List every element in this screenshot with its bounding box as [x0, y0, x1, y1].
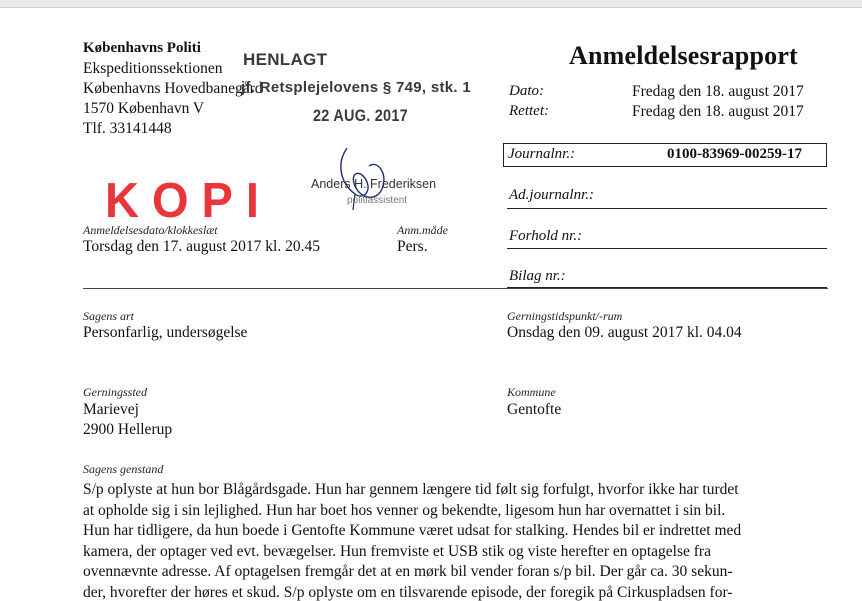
crime-place-label: Gerningssted: [83, 385, 147, 399]
stamp-date: 22 AUG. 2017: [313, 106, 408, 125]
subject-line: der, hvorefter der høres et skud. S/p oplyste om en tilsvarende episode, der foregik på Cirkuspladsen for-: [83, 583, 733, 601]
address-line-1: Københavns Hovedbanegård: [83, 80, 263, 97]
bilag-label: Bilag nr.:: [509, 268, 566, 284]
section-divider: [83, 288, 828, 289]
subject-line: at opholde sig i sin lejlighed. Hun har boet hos venner og bekendte, ligesom hun har overnattet i sin bil.: [83, 501, 726, 519]
adjournal-label: Ad.journalnr.:: [509, 187, 595, 203]
rettet-value: Fredag den 18. august 2017: [632, 103, 804, 120]
org-name: Københavns Politi: [83, 40, 201, 56]
method-value: Pers.: [397, 238, 428, 255]
phone-number: Tlf. 33141448: [83, 120, 172, 137]
page-top-edge: [0, 0, 862, 8]
address-line-2: 1570 København V: [83, 100, 205, 117]
subject-line: kamera, der optager ved evt. bevægelser. Hun fremviste et USB stik og viste herefter en optagelse fra: [83, 542, 711, 560]
crime-place-city: 2900 Hellerup: [83, 421, 173, 438]
crime-time-label: Gerningstidspunkt/-rum: [507, 309, 623, 323]
legal-reference-stamp: jf. Retsplejelovens § 749, stk. 1: [241, 79, 472, 96]
forhold-label: Forhold nr.:: [509, 228, 583, 244]
crime-place-street: Marievej: [83, 401, 139, 418]
municipality-value: Gentofte: [507, 401, 562, 418]
rettet-label: Rettet:: [509, 103, 549, 119]
kopi-stamp: KOPI: [105, 171, 272, 228]
subject-line: ovennævnte adresse. Af optagelsen fremgår det at en mørk bil vender foran s/p bil. Der går ca. 30 sekun-: [83, 563, 733, 581]
forhold-underline: [507, 248, 827, 249]
subject-line: Hun har tidligere, da hun boede i Gentofte Kommune været udsat for stalking. Hendes bil er indrettet med: [83, 522, 742, 540]
signature-name: Anders H. Frederiksen: [311, 177, 437, 191]
journal-label: Journalnr.:: [508, 146, 576, 162]
subject-label: Sagens genstand: [83, 462, 164, 476]
method-label: Anm.måde: [397, 223, 448, 237]
case-type-label: Sagens art: [83, 309, 134, 323]
report-title: Anmeldelsesrapport: [569, 41, 798, 70]
adjournal-underline: [507, 208, 827, 209]
dato-label: Dato:: [509, 83, 544, 99]
reported-value: Torsdag den 17. august 2017 kl. 20.45: [83, 238, 320, 255]
signature-title: politiassistent: [347, 195, 408, 206]
org-section: Ekspeditionssektionen: [83, 60, 223, 77]
reported-label: Anmeldelsesdato/klokkeslæt: [83, 223, 218, 237]
subject-line: S/p oplyste at hun bor Blågårdsgade. Hun har gennem længere tid følt sig forfulgt, hvorfor ikke har turdet: [83, 481, 739, 498]
henlagt-stamp: HENLAGT: [243, 50, 328, 69]
case-type-value: Personfarlig, undersøgelse: [83, 324, 248, 341]
journal-value: 0100-83969-00259-17: [667, 146, 802, 162]
subject-body: [83, 480, 828, 601]
municipality-label: Kommune: [507, 385, 556, 399]
dato-value: Fredag den 18. august 2017: [632, 83, 804, 100]
crime-time-value: Onsdag den 09. august 2017 kl. 04.04: [507, 324, 742, 341]
